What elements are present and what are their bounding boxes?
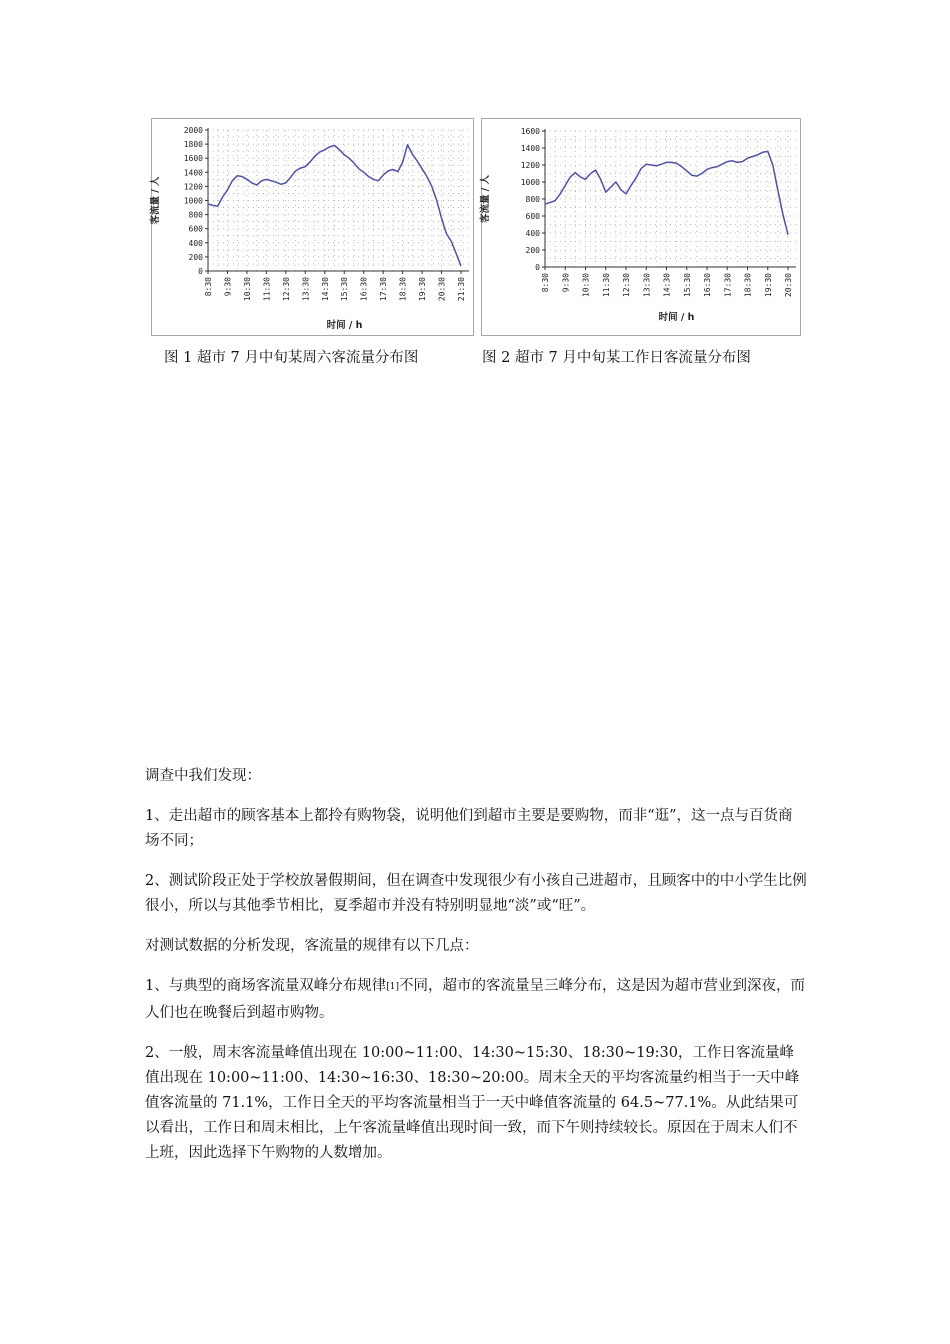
- y-tick-label: 1400: [520, 144, 540, 153]
- figure-2-chart: [481, 118, 801, 336]
- x-tick-label: 17:30: [723, 273, 733, 298]
- y-tick-label: 1000: [183, 196, 203, 206]
- y-tick-label: 600: [188, 224, 203, 234]
- x-tick-label: 15:30: [682, 273, 692, 298]
- x-tick-label: 18:30: [398, 277, 408, 302]
- y-tick-label: 1600: [183, 154, 203, 164]
- paragraph: 2、一般，周末客流量峰值出现在 10:00~11:00、14:30~15:30、18:30~19:30，工作日客流量峰值出现在 10:00~11:00、14:30~16:30、18:30~20:00。周末全天的平均客流量约相当于一天中峰值客流量的 71.1%，工作日全天的平均客流量相当于一天中峰值客流量的 64.5~77.1%。从此结果可以看出，工作日和周末相比，上午客流量峰值出现时间一致，而下午则持续较长。原因在于周末人们不上班，因此选择下午购物的人数增加。: [145, 1045, 800, 1161]
- figure-1-caption: 图 1 超市 7 月中旬某周六客流量分布图: [164, 350, 419, 366]
- y-axis-label: 客流量 / 人: [150, 176, 161, 225]
- y-tick-label: 200: [188, 252, 203, 262]
- x-tick-label: 20:30: [437, 277, 447, 302]
- x-tick-label: 10:30: [242, 277, 252, 302]
- x-tick-label: 21:30: [457, 277, 466, 302]
- x-tick-label: 15:30: [340, 277, 350, 302]
- y-tick-label: 800: [188, 210, 203, 220]
- x-tick-label: 13:30: [301, 277, 311, 302]
- x-tick-label: 10:30: [581, 273, 591, 298]
- paragraph: 2、测试阶段正处于学校放暑假期间，但在调查中发现很少有小孩自己进超市，且顾客中的中小学生比例很小，所以与其他季节相比，夏季超市并没有特别明显地“淡”或“旺”。: [145, 873, 807, 914]
- figure-2-caption: 图 2 超市 7 月中旬某工作日客流量分布图: [482, 350, 751, 366]
- paragraph: 调查中我们发现：: [145, 768, 261, 784]
- x-tick-label: 18:30: [743, 273, 753, 298]
- x-tick-label: 12:30: [622, 273, 631, 298]
- figure-1-svg: [152, 119, 473, 335]
- x-tick-label: 19:30: [418, 277, 428, 302]
- x-tick-label: 8:30: [204, 277, 213, 297]
- x-axis-label: 时间 / h: [658, 312, 695, 323]
- x-tick-label: 12:30: [281, 277, 291, 302]
- y-tick-label: 0: [535, 263, 540, 272]
- paragraph: [145, 974, 807, 1026]
- x-tick-label: 11:30: [601, 273, 611, 298]
- y-axis-label: 客流量 / 人: [480, 174, 491, 224]
- x-tick-label: 19:30: [763, 273, 773, 298]
- y-tick-label: 0: [198, 267, 203, 276]
- x-tick-label: 17:30: [379, 277, 389, 302]
- x-tick-label: 11:30: [262, 277, 272, 302]
- y-tick-label: 200: [525, 246, 540, 255]
- body-text: [145, 764, 807, 1181]
- figure-2-svg: [482, 119, 800, 335]
- y-tick-label: 600: [525, 212, 540, 221]
- figure-1-chart: [151, 118, 474, 336]
- x-tick-label: 8:30: [541, 273, 550, 293]
- y-tick-label: 400: [188, 238, 203, 248]
- y-tick-label: 2000: [183, 126, 203, 135]
- y-tick-label: 800: [525, 195, 540, 204]
- x-tick-label: 14:30: [320, 277, 330, 302]
- paragraph: 对测试数据的分析发现，客流量的规律有以下几点：: [145, 938, 479, 954]
- x-tick-label: 20:30: [784, 273, 793, 298]
- x-axis-label: 时间 / h: [326, 320, 363, 331]
- x-tick-label: 16:30: [359, 277, 369, 302]
- y-tick-label: 1400: [183, 168, 203, 178]
- citation-ref: [1]: [386, 982, 399, 992]
- y-tick-label: 400: [525, 229, 540, 238]
- x-tick-label: 14:30: [662, 273, 672, 298]
- y-tick-label: 1200: [183, 182, 203, 192]
- y-tick-label: 1600: [520, 127, 540, 136]
- paragraph-text: 不同，超市的客流量呈三峰分布，这是因为超市营业到深夜，而人们也在晚餐后到超市购物。: [145, 978, 805, 1021]
- x-tick-label: 16:30: [703, 273, 712, 298]
- y-tick-label: 1000: [520, 178, 540, 187]
- x-tick-label: 13:30: [642, 273, 652, 298]
- y-tick-label: 1800: [183, 140, 203, 150]
- y-tick-label: 1200: [520, 161, 540, 170]
- paragraph-text: 1、与典型的商场客流量双峰分布规律: [145, 978, 387, 994]
- data-series-line: [545, 151, 788, 234]
- x-tick-label: 9:30: [561, 273, 571, 293]
- x-tick-label: 9:30: [223, 277, 233, 297]
- paragraph: 1、走出超市的顾客基本上都拎有购物袋，说明他们到超市主要是要购物，而非“逛”，这一点与百货商场不同；: [145, 808, 793, 849]
